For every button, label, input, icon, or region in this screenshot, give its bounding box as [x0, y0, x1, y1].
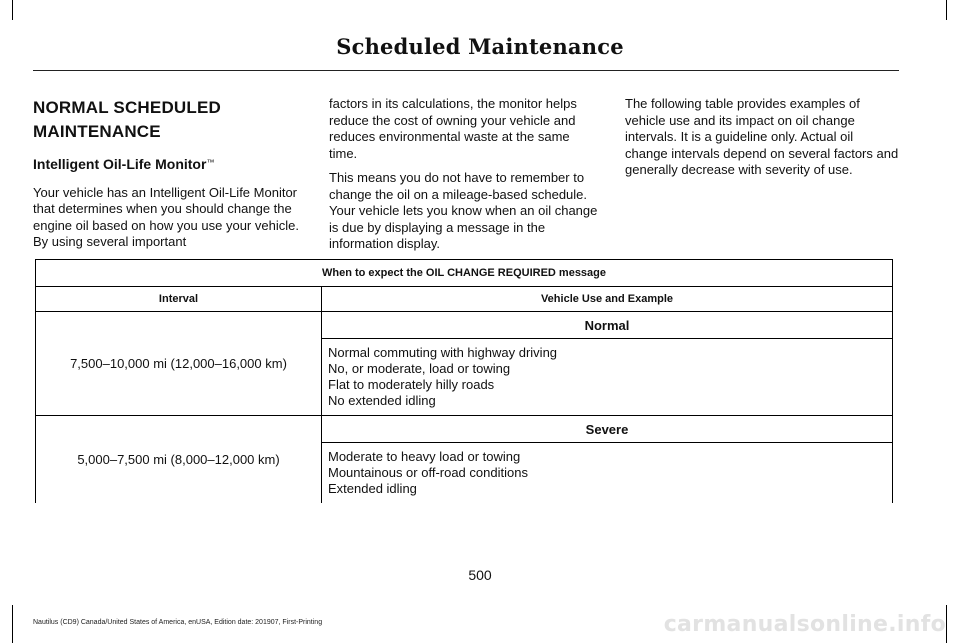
example-item: Mountainous or off-road conditions	[328, 465, 528, 480]
paragraph: Your vehicle has an Intelligent Oil-Life Monitor that determines when you should change the engine oil based on how you use your vehicle. By using several important	[33, 184, 299, 249]
column-1	[33, 96, 303, 259]
example-item: Moderate to heavy load or towing	[328, 449, 521, 464]
page-number: 500	[468, 567, 492, 583]
example-item: Normal commuting with highway driving	[328, 345, 558, 360]
trademark-symbol: ™	[206, 158, 215, 167]
subsection-heading: Intelligent Oil-Life Monitor™	[33, 156, 215, 172]
section-heading: NORMAL SCHEDULED MAINTENANCE	[33, 98, 222, 141]
column-3	[625, 96, 899, 187]
oil-change-table	[35, 259, 893, 503]
interval-cell: 5,000–7,500 mi (8,000–12,000 km)	[36, 416, 322, 504]
crop-mark-bottom-right	[946, 605, 947, 643]
table-row	[36, 312, 893, 339]
example-item: Extended idling	[328, 481, 417, 496]
table-row	[36, 416, 893, 443]
watermark: carmanualsonline.info	[663, 612, 946, 637]
column-header-interval: Interval	[36, 287, 322, 312]
example-item: No, or moderate, load or towing	[328, 361, 511, 376]
footer-text: Nautilus (CD9) Canada/United States of America, enUSA, Edition date: 201907, First-Printing	[33, 619, 323, 626]
examples-cell	[322, 339, 893, 416]
header-divider	[33, 70, 899, 71]
examples-cell	[322, 443, 893, 504]
crop-mark-bottom-left	[12, 605, 13, 643]
paragraph: factors in its calculations, the monitor helps reduce the cost of owning your vehicle and reduces environmental waste at the same time.	[329, 96, 577, 161]
page-header-title: Scheduled Maintenance	[336, 34, 624, 59]
severity-label: Severe	[322, 416, 893, 443]
example-item: Flat to moderately hilly roads	[328, 377, 495, 392]
paragraph: This means you do not have to remember to change the oil on a mileage-based schedule. Your vehicle lets you know when an oil change is due by displaying a message in the information display.	[329, 170, 598, 251]
table-caption: When to expect the OIL CHANGE REQUIRED message	[36, 260, 893, 287]
interval-cell: 7,500–10,000 mi (12,000–16,000 km)	[36, 312, 322, 416]
column-header-vehicle-use: Vehicle Use and Example	[322, 287, 893, 312]
example-item: No extended idling	[328, 393, 436, 408]
column-2	[329, 96, 601, 261]
severity-label: Normal	[322, 312, 893, 339]
crop-mark-top-left	[12, 0, 13, 20]
paragraph: The following table provides examples of vehicle use and its impact on oil change intervals. It is a guideline only. Actual oil change intervals depend on several factors and generally decrease with severity of use.	[625, 96, 899, 177]
crop-mark-top-right	[946, 0, 947, 20]
